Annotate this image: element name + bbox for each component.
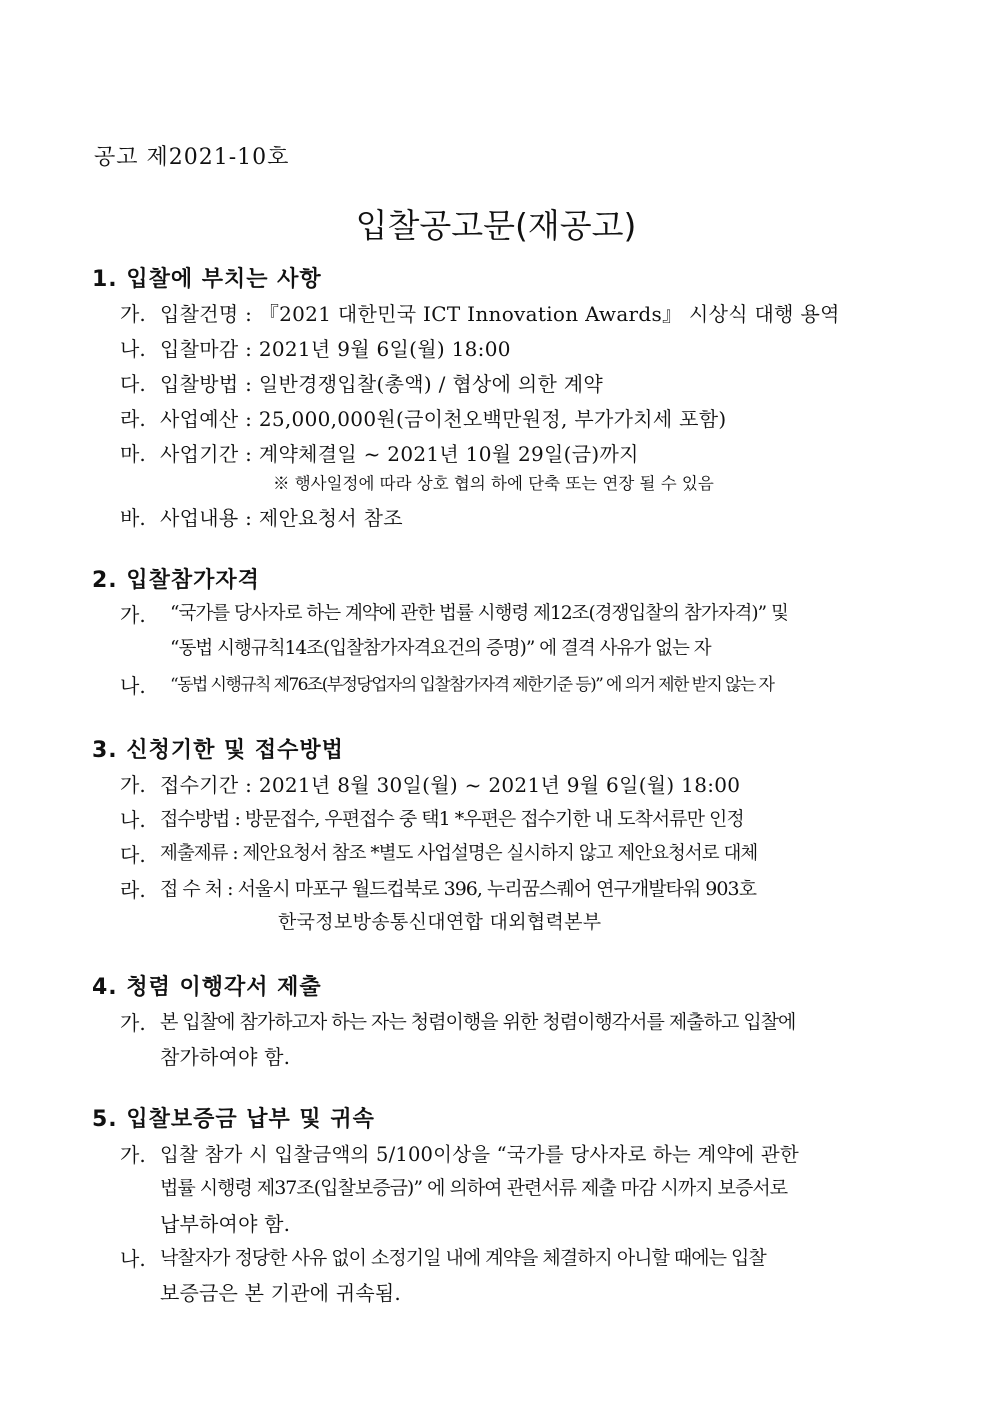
item-text: 접수기간 : 2021년 8월 30일(월) ~ 2021년 9월 6일(월) 18:00	[160, 773, 741, 797]
item-text-line: 법률 시행령 제37조(입찰보증금)” 에 의하여 관련서류 제출 마감 시까지 보증서로	[160, 1177, 788, 1199]
item-text: 입찰마감 : 2021년 9월 6일(월) 18:00	[160, 337, 511, 361]
item-text: 사업내용 : 제안요청서 참조	[160, 506, 403, 530]
item-marker: 나.	[120, 1247, 146, 1271]
item-marker: 가.	[120, 1011, 146, 1035]
item-marker: 라.	[120, 407, 146, 431]
item-text-line: 보증금은 본 기관에 귀속됨.	[160, 1281, 401, 1305]
item-marker: 가.	[120, 773, 146, 797]
item-text: 입찰방법 : 일반경쟁입찰(총액) / 협상에 의한 계약	[160, 372, 604, 396]
item-text: 입찰건명 : 『2021 대한민국 ICT Innovation Awards』 시상식 대행 용역	[160, 302, 840, 326]
section-2-heading: 2. 입찰참가자격	[92, 568, 260, 593]
item-text-line: 납부하여야 함.	[160, 1212, 291, 1236]
item-text-line: 한국정보방송통신대연합 대외협력본부	[278, 911, 602, 933]
item-marker: 가.	[120, 1143, 146, 1167]
section-1-heading: 1. 입찰에 부치는 사항	[92, 267, 322, 292]
item-text-line: “동법 시행규칙14조(입찰참가자격요건의 증명)” 에 결격 사유가 없는 자	[170, 638, 711, 659]
item-text-line: 입찰 참가 시 입찰금액의 5/100이상을 “국가를 당사자로 하는 계약에 관한	[160, 1143, 799, 1166]
notice-number: 공고 제2021-10호	[94, 145, 290, 170]
item-note: ※ 행사일정에 따라 상호 협의 하에 단축 또는 연장 될 수 있음	[273, 474, 714, 493]
item-text: 접 수 처 : 서울시 마포구 월드컵북로 396, 누리꿈스퀘어 연구개발타워 903호	[160, 878, 756, 900]
section-5-heading: 5. 입찰보증금 납부 및 귀속	[92, 1107, 375, 1132]
item-text: “동법 시행규칙 제76조(부정당업자의 입찰참가자격 제한기준 등)” 에 의거 제한 받지 않는 자	[170, 675, 774, 695]
item-marker: 다.	[120, 843, 146, 867]
item-marker: 가.	[120, 302, 146, 326]
item-text: 사업예산 : 25,000,000원(금이천오백만원정, 부가가치세 포함)	[160, 407, 727, 431]
section-3-heading: 3. 신청기한 및 접수방법	[92, 738, 344, 763]
item-text: 접수방법 : 방문접수, 우편접수 중 택1 *우편은 접수기한 내 도착서류만 인정	[160, 808, 744, 830]
item-text-line: “국가를 당사자로 하는 계약에 관한 법률 시행령 제12조(경쟁입찰의 참가자격)” 및	[170, 603, 788, 624]
item-marker: 나.	[120, 808, 146, 832]
item-marker: 나.	[120, 674, 146, 698]
section-4-heading: 4. 청렴 이행각서 제출	[92, 975, 322, 1000]
item-text-line: 본 입찰에 참가하고자 하는 자는 청렴이행을 위한 청렴이행각서를 제출하고 입찰에	[160, 1011, 796, 1033]
item-marker: 마.	[120, 442, 146, 466]
item-marker: 바.	[120, 506, 146, 530]
item-marker: 라.	[120, 878, 146, 902]
item-text: 제출제류 : 제안요청서 참조 *별도 사업설명은 실시하지 않고 제안요청서로 대체	[160, 843, 758, 864]
item-text-line: 참가하여야 함.	[160, 1045, 291, 1069]
item-text: 사업기간 : 계약체결일 ~ 2021년 10월 29일(금)까지	[160, 442, 639, 466]
item-marker: 다.	[120, 372, 146, 396]
document-title: 입찰공고문(재공고)	[355, 206, 637, 245]
item-text-line: 낙찰자가 정당한 사유 없이 소정기일 내에 계약을 체결하지 아니할 때에는 입찰	[160, 1247, 766, 1269]
item-marker: 가.	[120, 603, 146, 627]
item-marker: 나.	[120, 337, 146, 361]
